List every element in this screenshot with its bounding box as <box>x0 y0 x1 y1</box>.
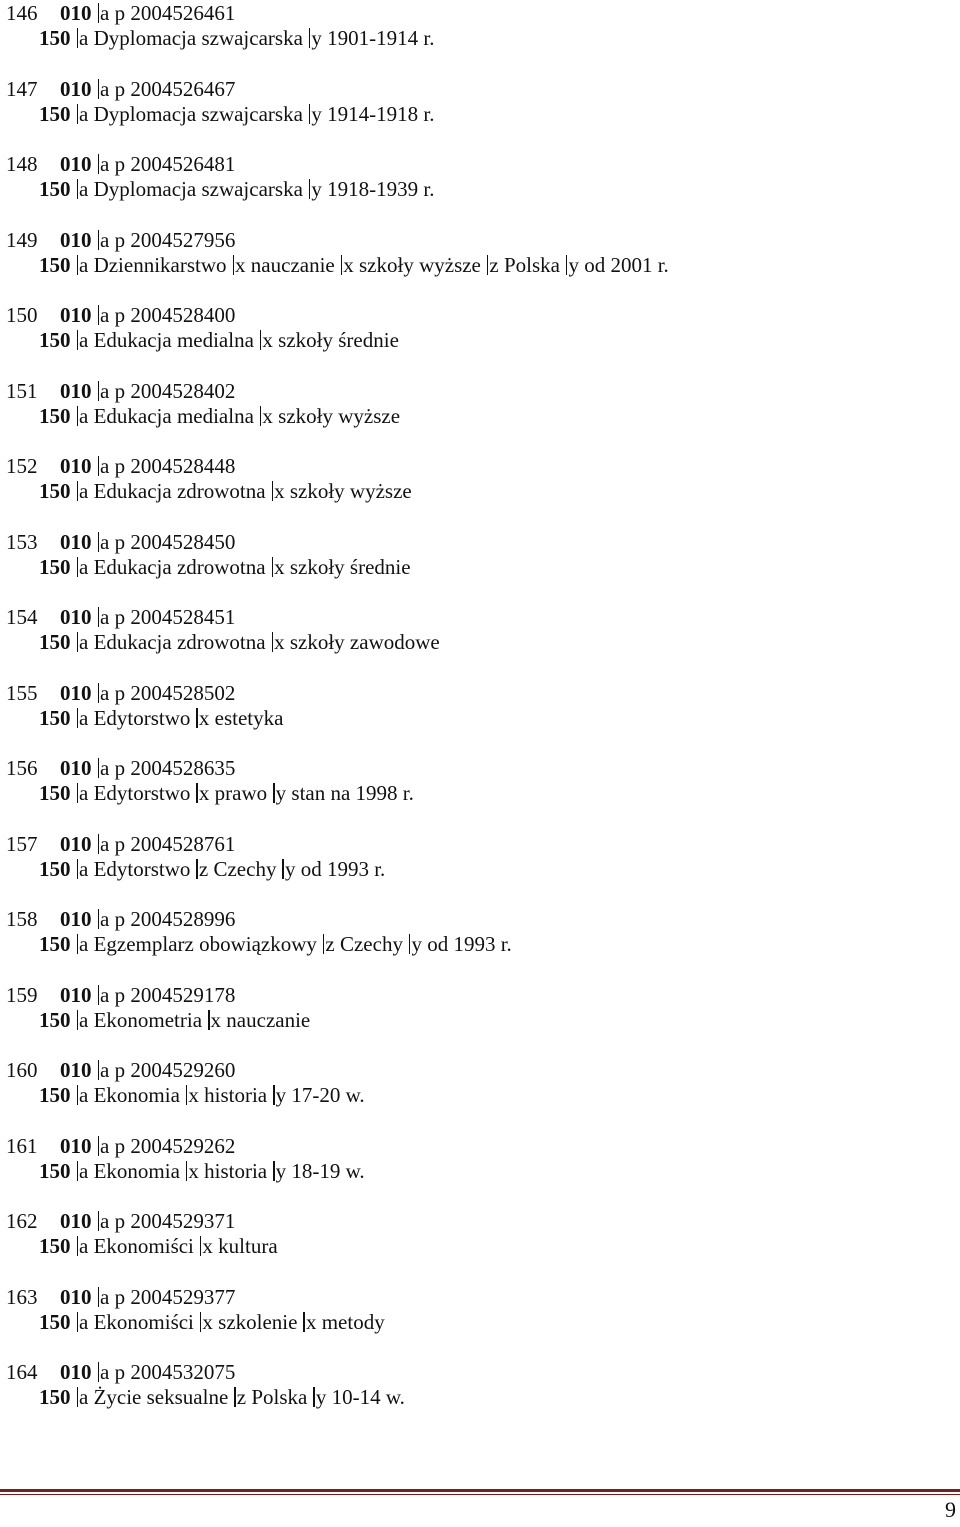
field-tag-010: 010 <box>60 152 92 176</box>
record-entry <box>6 1284 946 1360</box>
record-entry <box>6 302 946 378</box>
subfield-value: x szkoły zawodowe <box>274 630 440 654</box>
subfield-delimiter <box>272 557 274 577</box>
subfield-value: a Ekonomiści <box>79 1309 194 1334</box>
subfield-delimiter <box>77 1312 79 1332</box>
field-tag-150: 150 <box>39 101 71 126</box>
control-number: a p 2004528635 <box>100 756 236 780</box>
subfield-value: z Polska <box>489 252 560 277</box>
record-control-line <box>6 0 235 26</box>
record-number: 146 <box>6 1 38 25</box>
field-tag-150: 150 <box>39 1385 71 1409</box>
subfield-value: a Ekonomia <box>79 1083 180 1107</box>
subfield-value: x szkoły średnie <box>262 328 399 352</box>
subfield-delimiter <box>98 79 100 99</box>
subfield-value: x metody <box>305 1309 385 1334</box>
subfield-delimiter <box>282 859 284 879</box>
control-number: a p 2004528450 <box>100 529 236 554</box>
record-entry <box>6 680 946 756</box>
record-entry <box>6 604 946 680</box>
record-number: 162 <box>6 1209 38 1233</box>
subfield-delimiter <box>98 834 100 854</box>
record-number: 148 <box>6 152 38 176</box>
record-number: 155 <box>6 680 38 705</box>
record-heading-line <box>6 1384 405 1410</box>
subfield-value: a Edytorstwo <box>79 705 191 730</box>
record-number: 150 <box>6 303 38 327</box>
subfield-value: a Edukacja zdrowotna <box>79 630 266 654</box>
subfield-delimiter <box>77 28 79 48</box>
subfield-value: y 18-19 w. <box>275 1158 365 1183</box>
subfield-delimiter <box>98 1136 100 1156</box>
field-tag-010: 010 <box>60 1133 92 1158</box>
subfield-delimiter <box>77 557 79 577</box>
record-control-line <box>6 1359 235 1385</box>
record-number: 154 <box>6 605 38 629</box>
subfield-delimiter <box>273 1161 275 1181</box>
subfield-delimiter <box>196 859 198 879</box>
subfield-value: y 10-14 w. <box>315 1385 405 1409</box>
subfield-delimiter <box>77 406 79 426</box>
record-number: 160 <box>6 1058 38 1082</box>
subfield-delimiter <box>98 154 100 174</box>
subfield-value: x szkoły wyższe <box>274 479 412 503</box>
subfield-delimiter <box>98 381 100 401</box>
field-tag-150: 150 <box>39 252 71 277</box>
control-number: a p 2004529178 <box>100 982 236 1007</box>
record-control-line <box>6 378 235 404</box>
subfield-value: x prawo <box>198 781 268 805</box>
subfield-delimiter <box>98 909 100 929</box>
record-number: 156 <box>6 756 38 780</box>
control-number: a p 2004529262 <box>100 1133 236 1158</box>
subfield-value: x szkoły średnie <box>274 554 411 579</box>
record-number: 152 <box>6 454 38 478</box>
field-tag-010: 010 <box>60 529 92 554</box>
record-number: 157 <box>6 831 38 856</box>
record-entry <box>6 1057 946 1133</box>
field-tag-010: 010 <box>60 605 92 629</box>
subfield-value: a Życie seksualne <box>79 1385 229 1409</box>
field-tag-010: 010 <box>60 76 92 101</box>
subfield-delimiter <box>208 1010 210 1030</box>
record-control-line <box>6 302 235 328</box>
field-tag-150: 150 <box>39 781 71 805</box>
field-tag-010: 010 <box>60 680 92 705</box>
control-number: a p 2004528448 <box>100 454 236 478</box>
field-tag-010: 010 <box>60 1360 92 1384</box>
subfield-value: y stan na 1998 r. <box>275 781 414 805</box>
subfield-value: y od 1993 r. <box>411 932 512 956</box>
record-heading-line <box>6 478 412 504</box>
subfield-delimiter <box>303 1312 305 1332</box>
subfield-value: y od 2001 r. <box>568 252 669 277</box>
record-list <box>6 0 946 1435</box>
page-number: 9 <box>945 1497 956 1522</box>
subfield-delimiter <box>313 1387 315 1407</box>
subfield-delimiter <box>98 305 100 325</box>
control-number: a p 2004528451 <box>100 605 236 629</box>
record-entry <box>6 1359 946 1435</box>
control-number: a p 2004529260 <box>100 1058 236 1082</box>
record-entry <box>6 453 946 529</box>
record-control-line <box>6 1208 235 1234</box>
subfield-delimiter <box>77 179 79 199</box>
record-heading-line <box>6 1007 310 1033</box>
field-tag-010: 010 <box>60 756 92 780</box>
record-entry <box>6 76 946 152</box>
record-number: 159 <box>6 982 38 1007</box>
subfield-delimiter <box>234 1387 236 1407</box>
record-heading-line <box>6 176 434 202</box>
record-heading-line <box>6 101 434 127</box>
subfield-value: y 1901-1914 r. <box>311 26 435 50</box>
subfield-value: x historia <box>188 1083 268 1107</box>
subfield-value: a Edukacja zdrowotna <box>79 479 266 503</box>
field-tag-010: 010 <box>60 303 92 327</box>
subfield-value: x kultura <box>202 1234 278 1258</box>
subfield-delimiter <box>77 1010 79 1030</box>
record-control-line <box>6 1284 235 1310</box>
subfield-delimiter <box>77 1387 79 1407</box>
record-number: 163 <box>6 1284 38 1309</box>
subfield-delimiter <box>77 1085 79 1105</box>
subfield-delimiter <box>77 632 79 652</box>
record-number: 151 <box>6 378 38 403</box>
subfield-value: a Edukacja zdrowotna <box>79 554 266 579</box>
field-tag-010: 010 <box>60 1284 92 1309</box>
subfield-value: x estetyka <box>198 705 284 730</box>
record-control-line <box>6 227 235 253</box>
subfield-delimiter <box>98 1287 100 1307</box>
subfield-delimiter <box>77 859 79 879</box>
field-tag-150: 150 <box>39 932 71 956</box>
record-heading-line <box>6 554 411 580</box>
field-tag-010: 010 <box>60 227 92 252</box>
field-tag-150: 150 <box>39 328 71 352</box>
subfield-delimiter <box>98 230 100 250</box>
field-tag-150: 150 <box>39 403 71 428</box>
record-control-line <box>6 529 235 555</box>
subfield-delimiter <box>77 708 79 728</box>
field-tag-010: 010 <box>60 378 92 403</box>
control-number: a p 2004529377 <box>100 1284 236 1309</box>
record-heading-line <box>6 856 385 882</box>
subfield-value: x historia <box>188 1158 268 1183</box>
subfield-delimiter <box>272 481 274 501</box>
subfield-delimiter <box>77 783 79 803</box>
subfield-value: a Ekonomia <box>79 1158 180 1183</box>
field-tag-010: 010 <box>60 831 92 856</box>
control-number: a p 2004528996 <box>100 907 236 931</box>
subfield-delimiter <box>77 1236 79 1256</box>
field-tag-010: 010 <box>60 1209 92 1233</box>
subfield-value: a Dyplomacja szwajcarska <box>79 101 303 126</box>
field-tag-150: 150 <box>39 856 71 881</box>
record-heading-line <box>6 252 669 278</box>
control-number: a p 2004526461 <box>100 1 236 25</box>
field-tag-150: 150 <box>39 1083 71 1107</box>
subfield-value: x szkoły wyższe <box>262 403 401 428</box>
control-number: a p 2004528502 <box>100 680 236 705</box>
field-tag-150: 150 <box>39 1007 71 1032</box>
subfield-delimiter <box>196 708 198 728</box>
record-entry <box>6 151 946 227</box>
record-number: 164 <box>6 1360 38 1384</box>
record-control-line <box>6 906 235 932</box>
field-tag-150: 150 <box>39 26 71 50</box>
footer-rule-thin <box>0 1494 960 1495</box>
subfield-delimiter <box>98 1211 100 1231</box>
subfield-value: a Egzemplarz obowiązkowy <box>79 932 317 956</box>
record-entry <box>6 529 946 605</box>
record-control-line <box>6 1133 235 1159</box>
subfield-delimiter <box>77 1161 79 1181</box>
record-control-line <box>6 1057 235 1083</box>
subfield-value: z Czechy <box>198 856 277 881</box>
control-number: a p 2004527956 <box>100 227 236 252</box>
subfield-delimiter <box>77 481 79 501</box>
record-heading-line <box>6 629 440 655</box>
record-entry <box>6 982 946 1058</box>
subfield-delimiter <box>98 985 100 1005</box>
field-tag-010: 010 <box>60 982 92 1007</box>
subfield-value: x nauczanie <box>210 1007 311 1032</box>
record-heading-line <box>6 1233 278 1259</box>
record-entry <box>6 378 946 454</box>
subfield-value: z Polska <box>236 1385 308 1409</box>
control-number: a p 2004532075 <box>100 1360 236 1384</box>
field-tag-010: 010 <box>60 1 92 25</box>
control-number: a p 2004526467 <box>100 76 236 101</box>
subfield-delimiter <box>77 934 79 954</box>
record-number: 161 <box>6 1133 38 1158</box>
subfield-delimiter <box>77 330 79 350</box>
record-control-line <box>6 76 235 102</box>
subfield-delimiter <box>273 1085 275 1105</box>
subfield-value: a Ekonometria <box>79 1007 203 1032</box>
field-tag-150: 150 <box>39 1309 71 1334</box>
record-entry <box>6 831 946 907</box>
control-number: a p 2004528761 <box>100 831 236 856</box>
subfield-value: y 1918-1939 r. <box>311 177 435 201</box>
record-heading-line <box>6 25 434 51</box>
subfield-value: x nauczanie <box>235 252 335 277</box>
record-entry <box>6 1133 946 1209</box>
subfield-value: a Edukacja medialna <box>79 328 254 352</box>
subfield-value: y od 1993 r. <box>284 856 386 881</box>
subfield-value: a Dyplomacja szwajcarska <box>79 177 303 201</box>
record-entry <box>6 0 946 76</box>
record-number: 149 <box>6 227 38 252</box>
control-number: a p 2004528402 <box>100 378 236 403</box>
record-control-line <box>6 604 235 630</box>
record-heading-line <box>6 1082 365 1108</box>
record-heading-line <box>6 931 512 957</box>
record-entry <box>6 227 946 303</box>
subfield-delimiter <box>233 255 235 275</box>
field-tag-150: 150 <box>39 705 71 730</box>
subfield-delimiter <box>98 1362 100 1382</box>
subfield-delimiter <box>98 532 100 552</box>
record-heading-line <box>6 1158 365 1184</box>
subfield-delimiter <box>273 783 275 803</box>
record-control-line <box>6 151 235 177</box>
control-number: a p 2004526481 <box>100 152 236 176</box>
record-entry <box>6 1208 946 1284</box>
field-tag-150: 150 <box>39 554 71 579</box>
subfield-value: x szkoły wyższe <box>343 252 481 277</box>
record-control-line <box>6 982 235 1008</box>
subfield-delimiter <box>196 783 198 803</box>
record-entry <box>6 906 946 982</box>
subfield-delimiter <box>98 607 100 627</box>
subfield-delimiter <box>98 683 100 703</box>
record-heading-line <box>6 1309 385 1335</box>
subfield-value: y 17-20 w. <box>275 1083 365 1107</box>
control-number: a p 2004529371 <box>100 1209 236 1233</box>
subfield-delimiter <box>272 632 274 652</box>
subfield-value: x szkolenie <box>202 1309 298 1334</box>
record-number: 158 <box>6 907 38 931</box>
record-heading-line <box>6 403 400 429</box>
subfield-value: y 1914-1918 r. <box>311 101 435 126</box>
subfield-value: a Edytorstwo <box>79 856 191 881</box>
record-heading-line <box>6 705 283 731</box>
subfield-value: a Dziennikarstwo <box>79 252 227 277</box>
footer-rule <box>0 1489 960 1492</box>
record-heading-line <box>6 327 399 353</box>
subfield-delimiter <box>98 758 100 778</box>
field-tag-150: 150 <box>39 177 71 201</box>
field-tag-150: 150 <box>39 1158 71 1183</box>
subfield-value: a Ekonomiści <box>79 1234 194 1258</box>
record-control-line <box>6 755 235 781</box>
record-control-line <box>6 453 235 479</box>
record-control-line <box>6 680 235 706</box>
subfield-delimiter <box>77 104 79 124</box>
record-entry <box>6 755 946 831</box>
subfield-delimiter <box>77 255 79 275</box>
subfield-delimiter <box>98 456 100 476</box>
record-number: 147 <box>6 76 38 101</box>
field-tag-010: 010 <box>60 907 92 931</box>
subfield-value: a Dyplomacja szwajcarska <box>79 26 303 50</box>
field-tag-150: 150 <box>39 1234 71 1258</box>
control-number: a p 2004528400 <box>100 303 236 327</box>
record-heading-line <box>6 780 414 806</box>
subfield-delimiter <box>98 1060 100 1080</box>
record-number: 153 <box>6 529 38 554</box>
subfield-value: z Czechy <box>325 932 403 956</box>
field-tag-150: 150 <box>39 479 71 503</box>
subfield-value: a Edytorstwo <box>79 781 191 805</box>
field-tag-010: 010 <box>60 454 92 478</box>
subfield-value: a Edukacja medialna <box>79 403 254 428</box>
subfield-delimiter <box>98 3 100 23</box>
record-control-line <box>6 831 235 857</box>
field-tag-010: 010 <box>60 1058 92 1082</box>
field-tag-150: 150 <box>39 630 71 654</box>
